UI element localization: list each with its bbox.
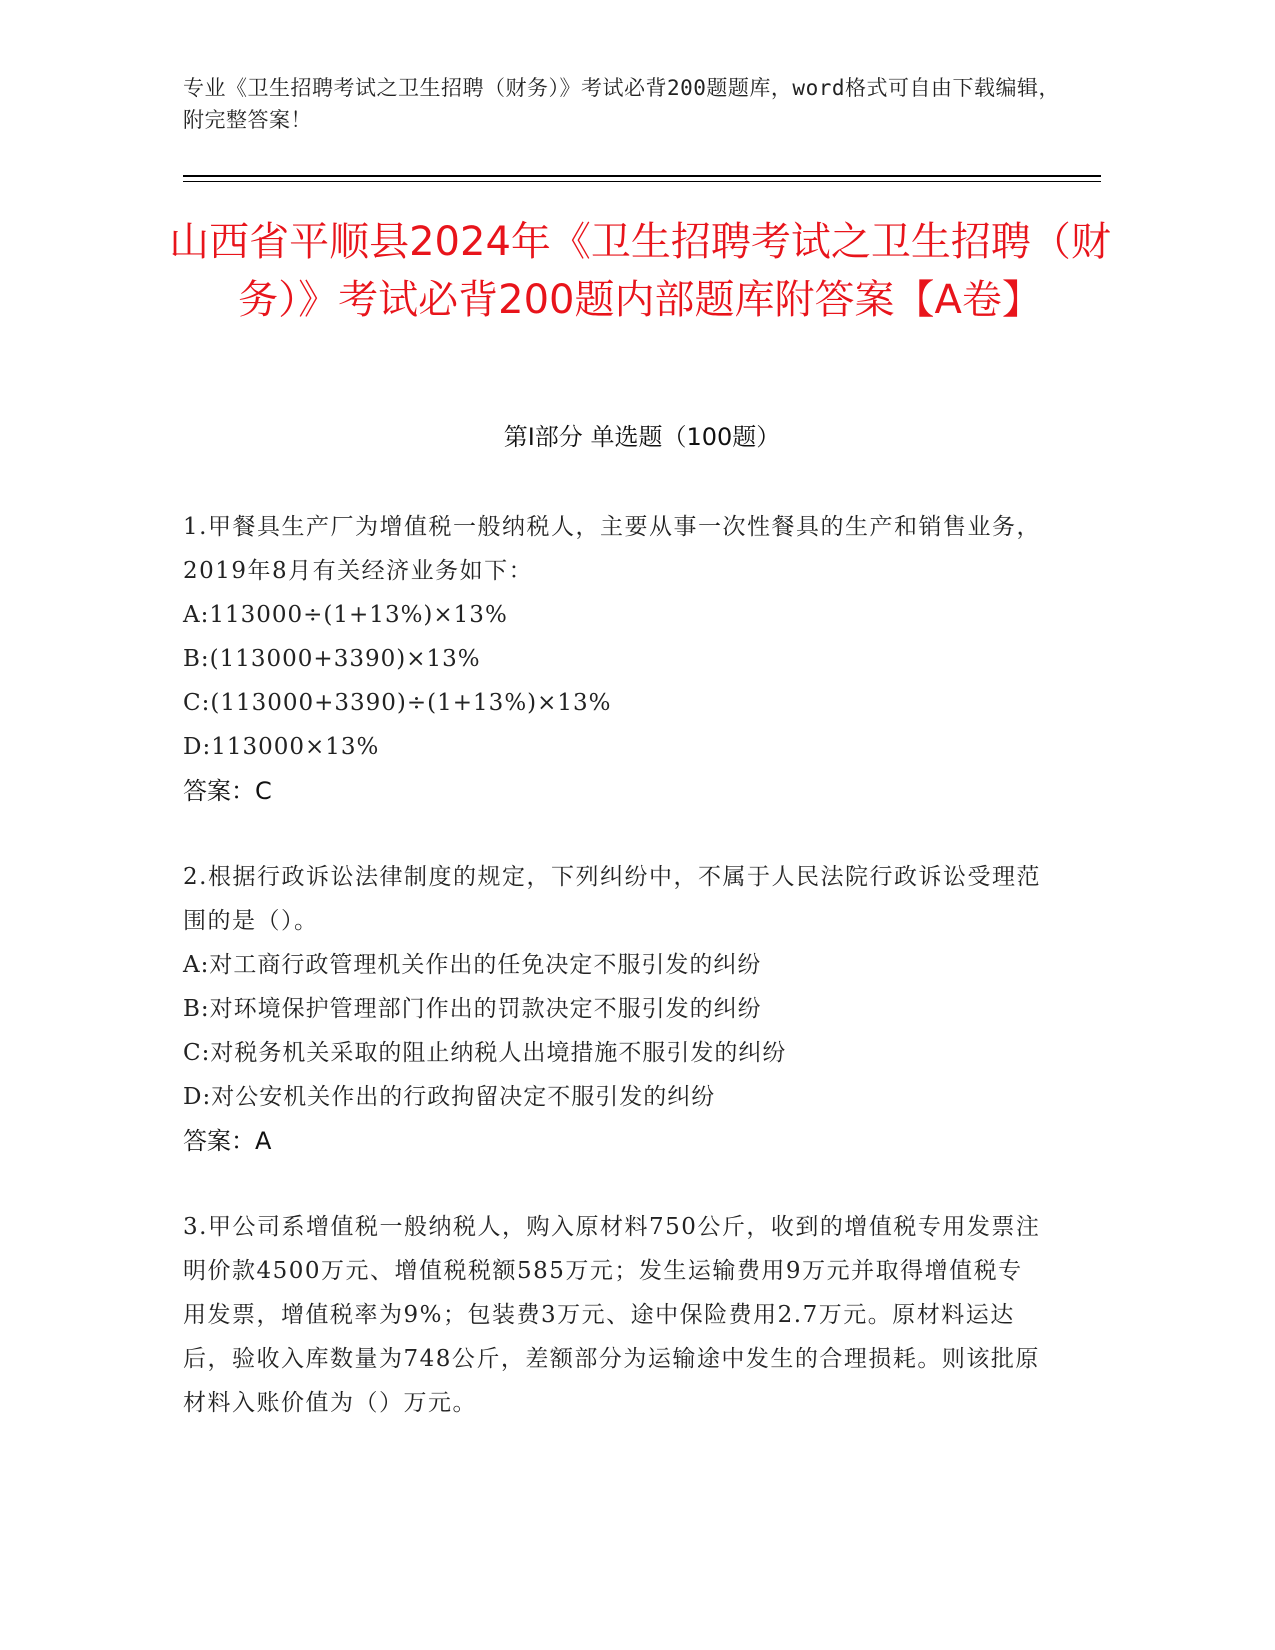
question-1	[183, 505, 1043, 813]
question-stem: 3.甲公司系增值税一般纳税人，购入原材料750公斤，收到的增值税专用发票注明价款4500万元、增值税税额585万元；发生运输费用9万元并取得增值税专用发票，增值税率为9%；包装费3万元、途中保险费用2.7万元。原材料运达后，验收入库数量为748公斤，差额部分为运输途中发生的合理损耗。则该批原材料入账价值为（）万元。	[183, 1214, 1041, 1416]
header-note: 专业《卫生招聘考试之卫生招聘（财务）》考试必背200题题库，word格式可自由下载编辑，附完整答案！	[183, 76, 1060, 132]
answer: 答案：A	[183, 1127, 272, 1155]
option-b: B:(113000+3390)×13%	[183, 646, 481, 672]
option-d: D:113000×13%	[183, 734, 380, 760]
question-stem: 1.甲餐具生产厂为增值税一般纳税人，主要从事一次性餐具的生产和销售业务，2019年8月有关经济业务如下：	[183, 514, 1041, 584]
header-rule-thick	[183, 175, 1101, 177]
option-d: D:对公安机关作出的行政拘留决定不服引发的纠纷	[183, 1084, 716, 1110]
question-3	[183, 1205, 1043, 1425]
answer: 答案：C	[183, 777, 272, 805]
question-stem: 2.根据行政诉讼法律制度的规定，下列纠纷中，不属于人民法院行政诉讼受理范围的是（）。	[183, 864, 1041, 934]
document-title: 山西省平顺县2024年《卫生招聘考试之卫生招聘（财务）》考试必背200题内部题库附答案【A卷】	[169, 219, 1111, 323]
option-a: A:113000÷(1+13%)×13%	[183, 602, 508, 628]
question-2	[183, 855, 1043, 1163]
header-rule-thin	[183, 181, 1101, 182]
option-b: B:对环境保护管理部门作出的罚款决定不服引发的纠纷	[183, 996, 762, 1022]
option-a: A:对工商行政管理机关作出的任免决定不服引发的纠纷	[183, 952, 762, 978]
section-title: 第Ⅰ部分 单选题（100题）	[503, 423, 781, 451]
option-c: C:(113000+3390)÷(1+13%)×13%	[183, 690, 612, 716]
option-c: C:对税务机关采取的阻止纳税人出境措施不服引发的纠纷	[183, 1040, 787, 1066]
question-list	[183, 505, 1043, 1467]
